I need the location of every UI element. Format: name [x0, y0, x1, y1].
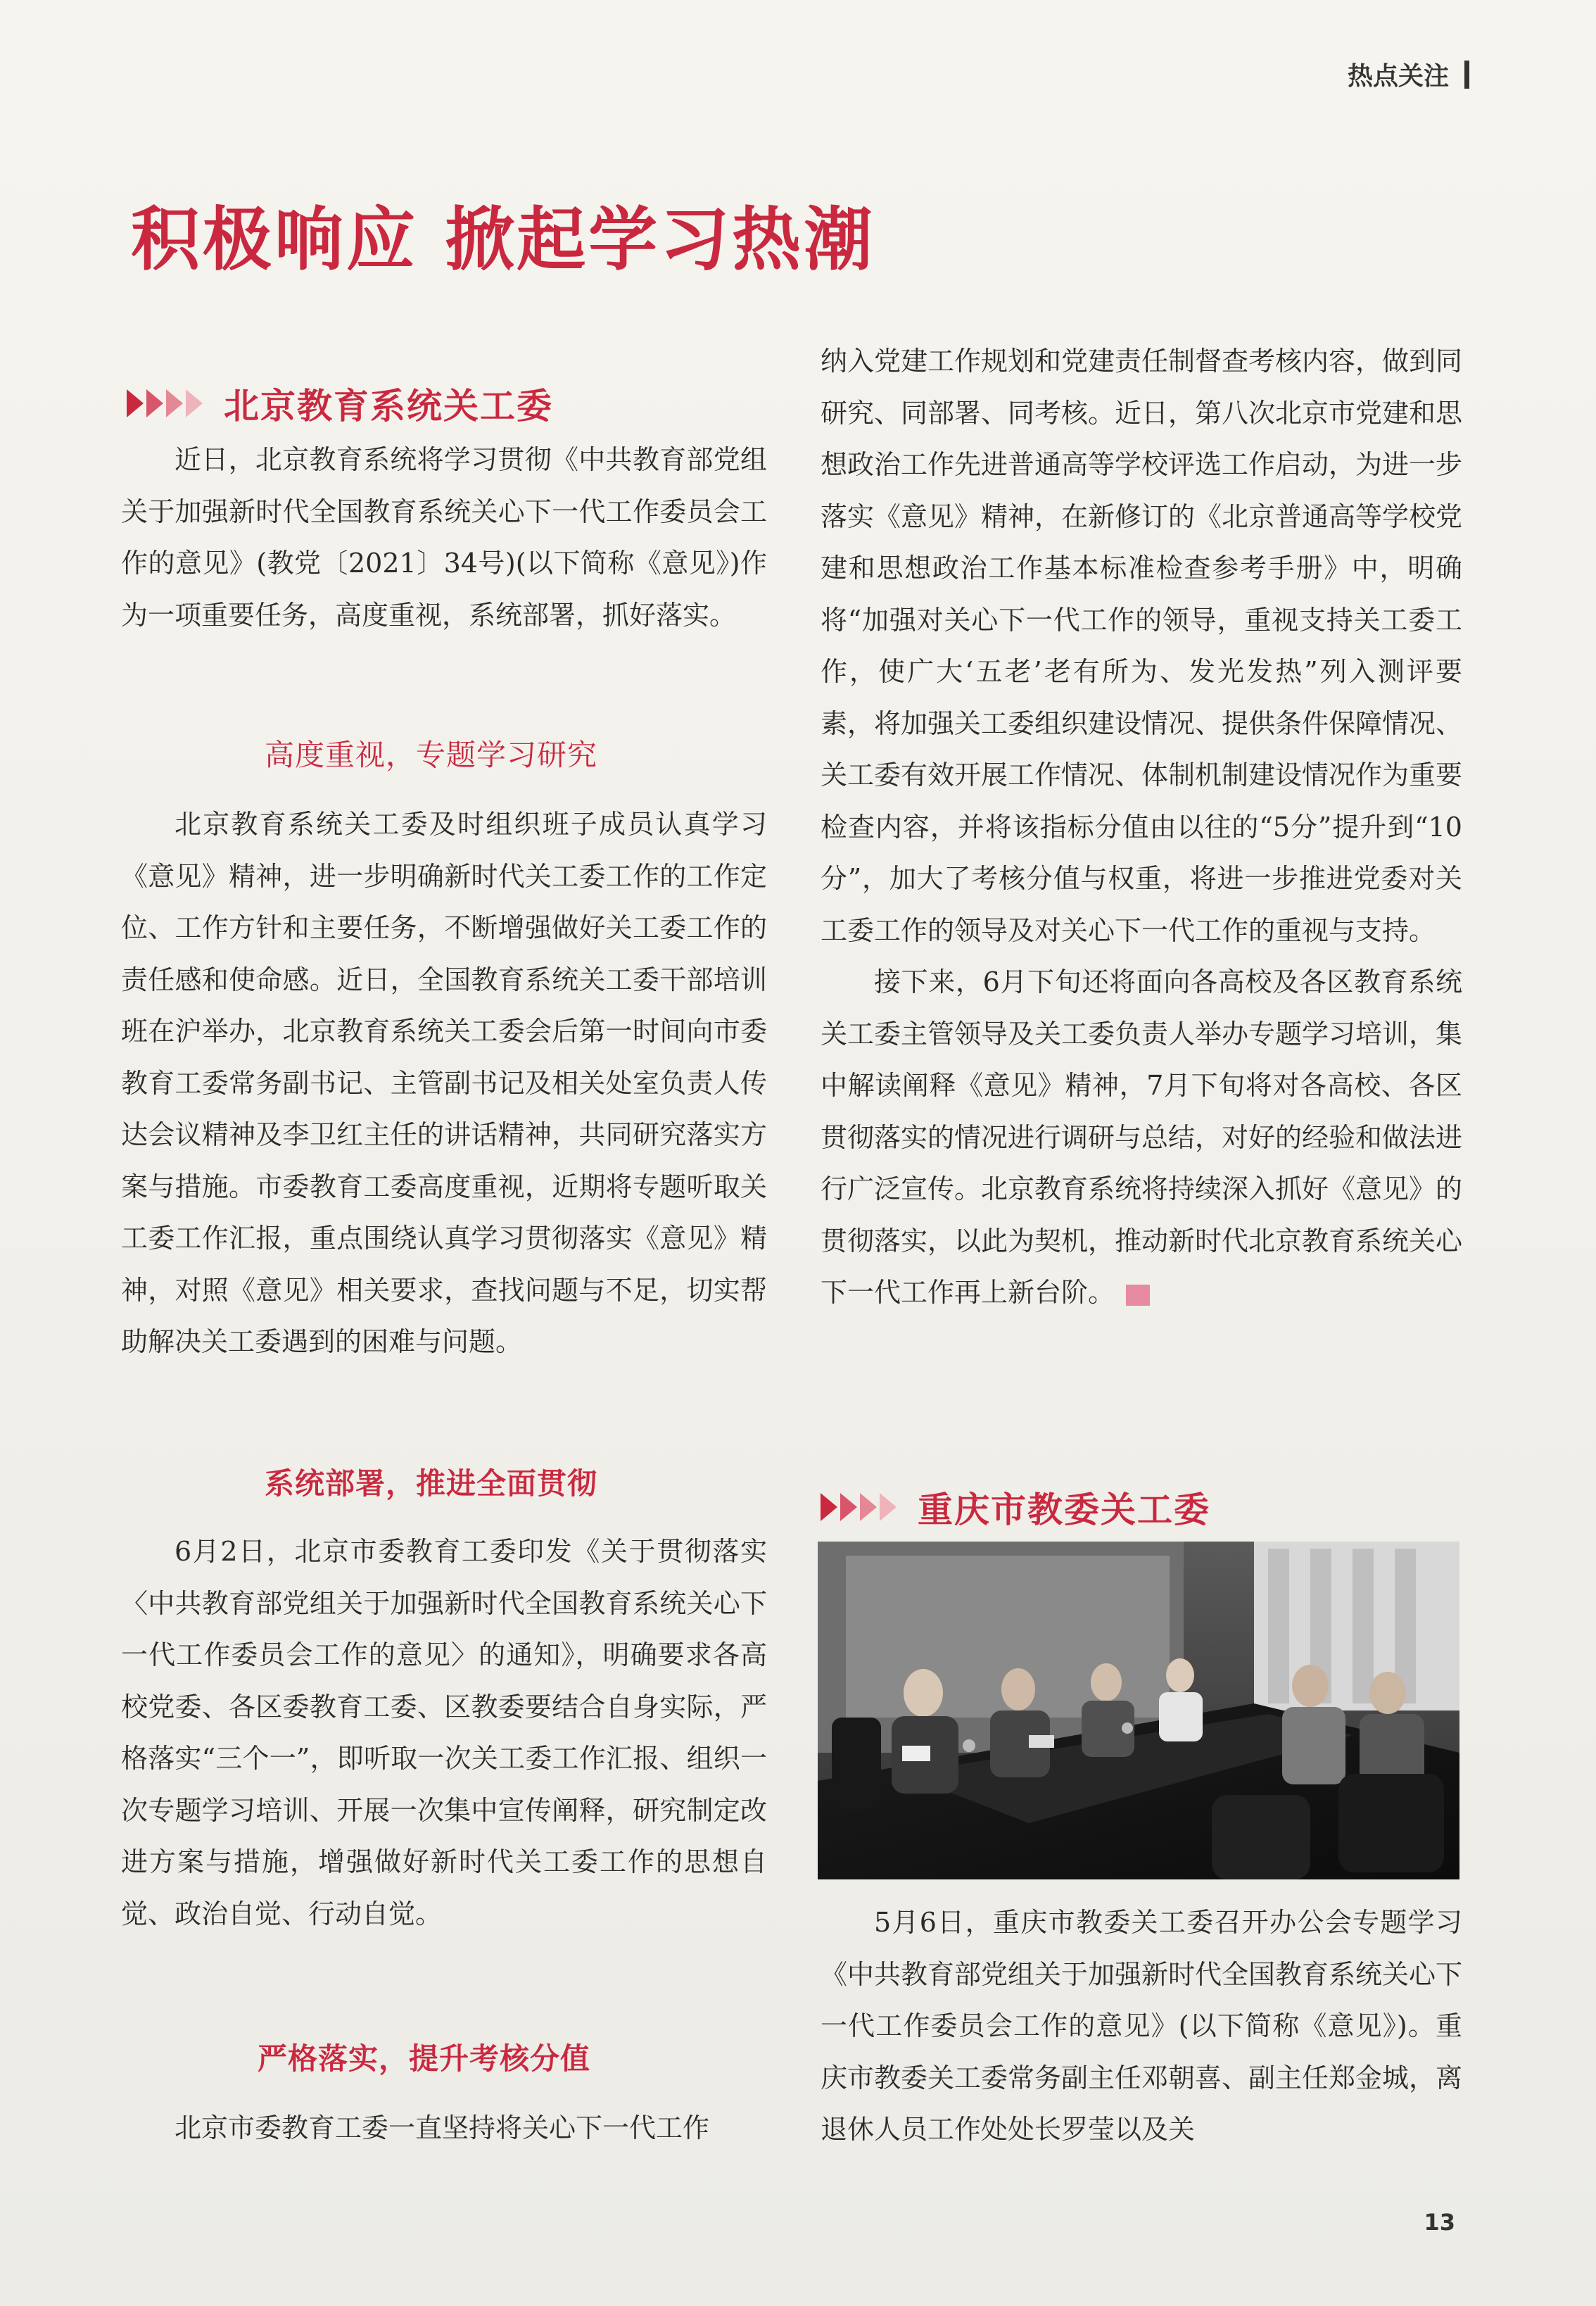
chongqing-paragraph: 5月6日，重庆市教委关工委召开办公会专题学习《中共教育部党组关于加强新时代全国教育系统关心下一代工作委员会工作的意见》(以下简称《意见》)。重庆市教委关工委常务副主任邓朝喜、副主任郑金城，离退休人员工作处处长罗莹以及关: [821, 1907, 1463, 2145]
arrow-chevrons-icon: [821, 1493, 899, 1521]
tag-bar: [1464, 61, 1469, 89]
paragraph-1: 北京教育系统关工委及时组织班子成员认真学习《意见》精神，进一步明确新时代关工委工作的工作定位、工作方针和主要任务，不断增强做好关工委工作的责任感和使命感。近日，全国教育系统关工委干部培训班在沪举办，北京教育系统关工委会后第一时间向市委教育工委常务副书记、主管副书记及相关处室负责人传达会议精神及李卫红主任的讲话精神，共同研究落实方案与措施。市委教育工委高度重视，近期将专题听取关工委工作汇报，重点围绕认真学习贯彻落实《意见》精神，对照《意见》相关要求，查找问题与不足，切实帮助解决关工委遇到的困难与问题。: [121, 809, 767, 1357]
intro-paragraph: 近日，北京教育系统将学习贯彻《中共教育部党组关于加强新时代全国教育系统关心下一代工作委员会工作的意见》(教党〔2021〕34号)(以下简称《意见》)作为一项重要任务，高度重视，系统部署，抓好落实。: [121, 444, 767, 631]
arrow-chevrons-icon: [127, 389, 205, 417]
meeting-photo-illustration: [818, 1542, 1459, 1879]
page-number: 13: [1424, 2209, 1455, 2236]
end-mark-icon: [1126, 1285, 1150, 1306]
meeting-photo-icon: [818, 1542, 1459, 1879]
section-heading-beijing: 北京教育系统关工委: [127, 378, 553, 429]
subheading-3: 严格落实，提升考核分值: [258, 2041, 591, 2076]
paragraph-3-start: 北京市委教育工委一直坚持将关心下一代工作: [175, 2112, 710, 2143]
section-tag: 热点关注: [1348, 56, 1469, 92]
section-heading-chongqing: 重庆市教委关工委: [821, 1482, 1210, 1532]
paragraph-2: 6月2日，北京市委教育工委印发《关于贯彻落实〈中共教育部党组关于加强新时代全国教育系统关心下一代工作委员会工作的意见〉的通知》，明确要求各高校党委、各区委教育工委、区教委要结合自身实际，严格落实“三个一”，即听取一次关工委工作汇报、组织一次专题学习培训、开展一次集中宣传阐释，研究制定改进方案与措施，增强做好新时代关工委工作的思想自觉、政治自觉、行动自觉。: [121, 1536, 767, 1929]
subheading-2: 系统部署，推进全面贯彻: [265, 1466, 598, 1501]
paragraph-3-continued: 纳入党建工作规划和党建责任制督查考核内容，做到同研究、同部署、同考核。近日，第八次北京市党建和思想政治工作先进普通高等学校评选工作启动，为进一步落实《意见》精神，在新修订的《北京普通高等学校党建和思想政治工作基本标准检查参考手册》中，明确将“加强对关心下一代工作的领导，重视支持关工委工作，使广大‘五老’老有所为、发光发热”列入测评要素，将加强关工委组织建设情况、提供条件保障情况、关工委有效开展工作情况、体制机制建设情况作为重要检查内容，并将该指标分值由以往的“5分”提升到“10分”，加大了考核分值与权重，将进一步推进党委对关工委工作的领导及对关心下一代工作的重视与支持。 接下来，6月下旬还将面向各高校及各区教育系统关工委主管领导及关工委负责人举办专题学习培训，集中解读阐释《意见》精神，7月下旬将对各高校、各区贯彻落实的情况进行调研与总结，对好的经验和做法进行广泛宣传。北京教育系统将持续深入抓好《意见》的贯彻落实，以此为契机，推动新时代北京教育系统关心下一代工作再上新台阶。: [821, 346, 1463, 1308]
subheading-1: 高度重视，专题学习研究: [265, 738, 598, 772]
article-title: 积极响应 掀起学习热潮: [131, 200, 876, 280]
